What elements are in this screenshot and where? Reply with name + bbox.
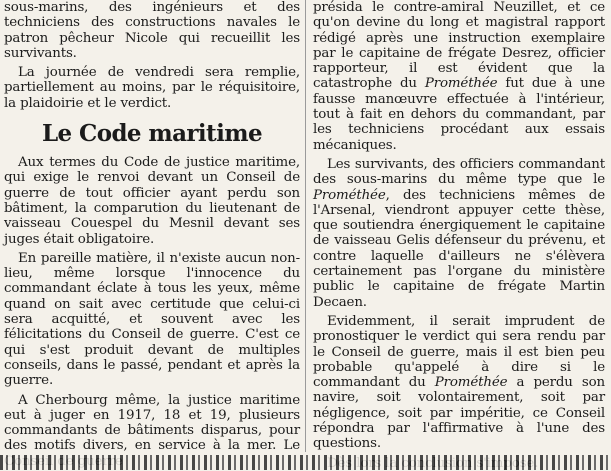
paragraph-report	[313, 0, 605, 153]
paragraph-survivors	[313, 157, 605, 310]
left-column	[4, 0, 300, 469]
ship-name: Prométhée	[424, 76, 498, 92]
right-column	[313, 0, 605, 471]
report-text-a: présida le contre-amiral Neuzillet, et ce qu'on devine du long et magistral rapport rédigé après une instruction exemplaire par le capitaine de frégate Desrez, officier rapporteur, il est évident que la catastrophe du	[313, 0, 605, 92]
verdict-text-a: Evidemment, il serait imprudent de pronostiquer le verdict qui sera rendu par le Conseil de guerre, mais il est bien peu probable qu'appelé à dire si le commandant du	[313, 313, 605, 391]
survivors-text-a: Les survivants, des officiers commandant des sous-marins du même type que le	[313, 156, 605, 188]
ship-name: Prométhée	[434, 375, 508, 391]
paragraph-no-dismissal: En pareille matière, il n'existe aucun non-lieu, même lorsque l'innocence du commandant éclate à tous les yeux, même quand on sait avec certitude que celui-ci sera acquitté, et souvent avec les félicitations du Conseil de guerre. C'est ce qui s'est produit devant de multiples conseils, dans le passé, pendant et après la guerre.	[4, 250, 300, 389]
paragraph-witnesses: sous-marins, des ingénieurs et des techniciens des constructions navales le patron pêcheur Nicole qui recueillit les survivants.	[4, 0, 300, 61]
paragraph-cherbourg: A Cherbourg même, la justice maritime eut à juger en 1917, 18 et 19, plusieurs commandants de bâtiments disparus, pour des motifs divers, en service à la mer. Le	[4, 392, 300, 454]
verdict-text-b: a perdu son navire, soit volontairement, soit par négligence, soit par impéritie, ce Conseil répondra par l'affirmative à l'une des questions.	[313, 375, 606, 452]
section-heading: Le Code maritime	[41, 120, 262, 148]
paragraph-code-terms: Aux termes du Code de justice maritime, qui exige le renvoi devant un Conseil de guerre de tout officier ayant perdu son bâtiment, la comparution du lieutenant de vaisseau Couespel du Mesnil devant ses juges était obligatoire.	[4, 155, 300, 247]
report-text-b: fut due à une fausse manœuvre effectuée à l'intérieur, tout à fait en dehors du commandant, par les techniciens procédant aux essais mécaniques.	[313, 76, 605, 153]
paragraph-friday: La journée de vendredi sera remplie, partiellement au moins, par le réquisitoire, la plaidoirie et le verdict.	[4, 65, 300, 111]
survivors-text-b: , des techniciens mêmes de l'Arsenal, viendront appuyer cette thèse, que soutiendra énergiquement le capitaine de vaisseau Gelis défenseur du prévenu, et contre laquelle d'ailleurs ne s'élèvera certainement pas l'organe du ministère public le capitaine de frégate Martin Decaen.	[313, 187, 605, 310]
paragraph-verdict	[313, 314, 605, 452]
column-divider	[305, 0, 306, 452]
torn-edge-band	[0, 455, 611, 470]
ship-name: Prométhée	[313, 187, 386, 203]
